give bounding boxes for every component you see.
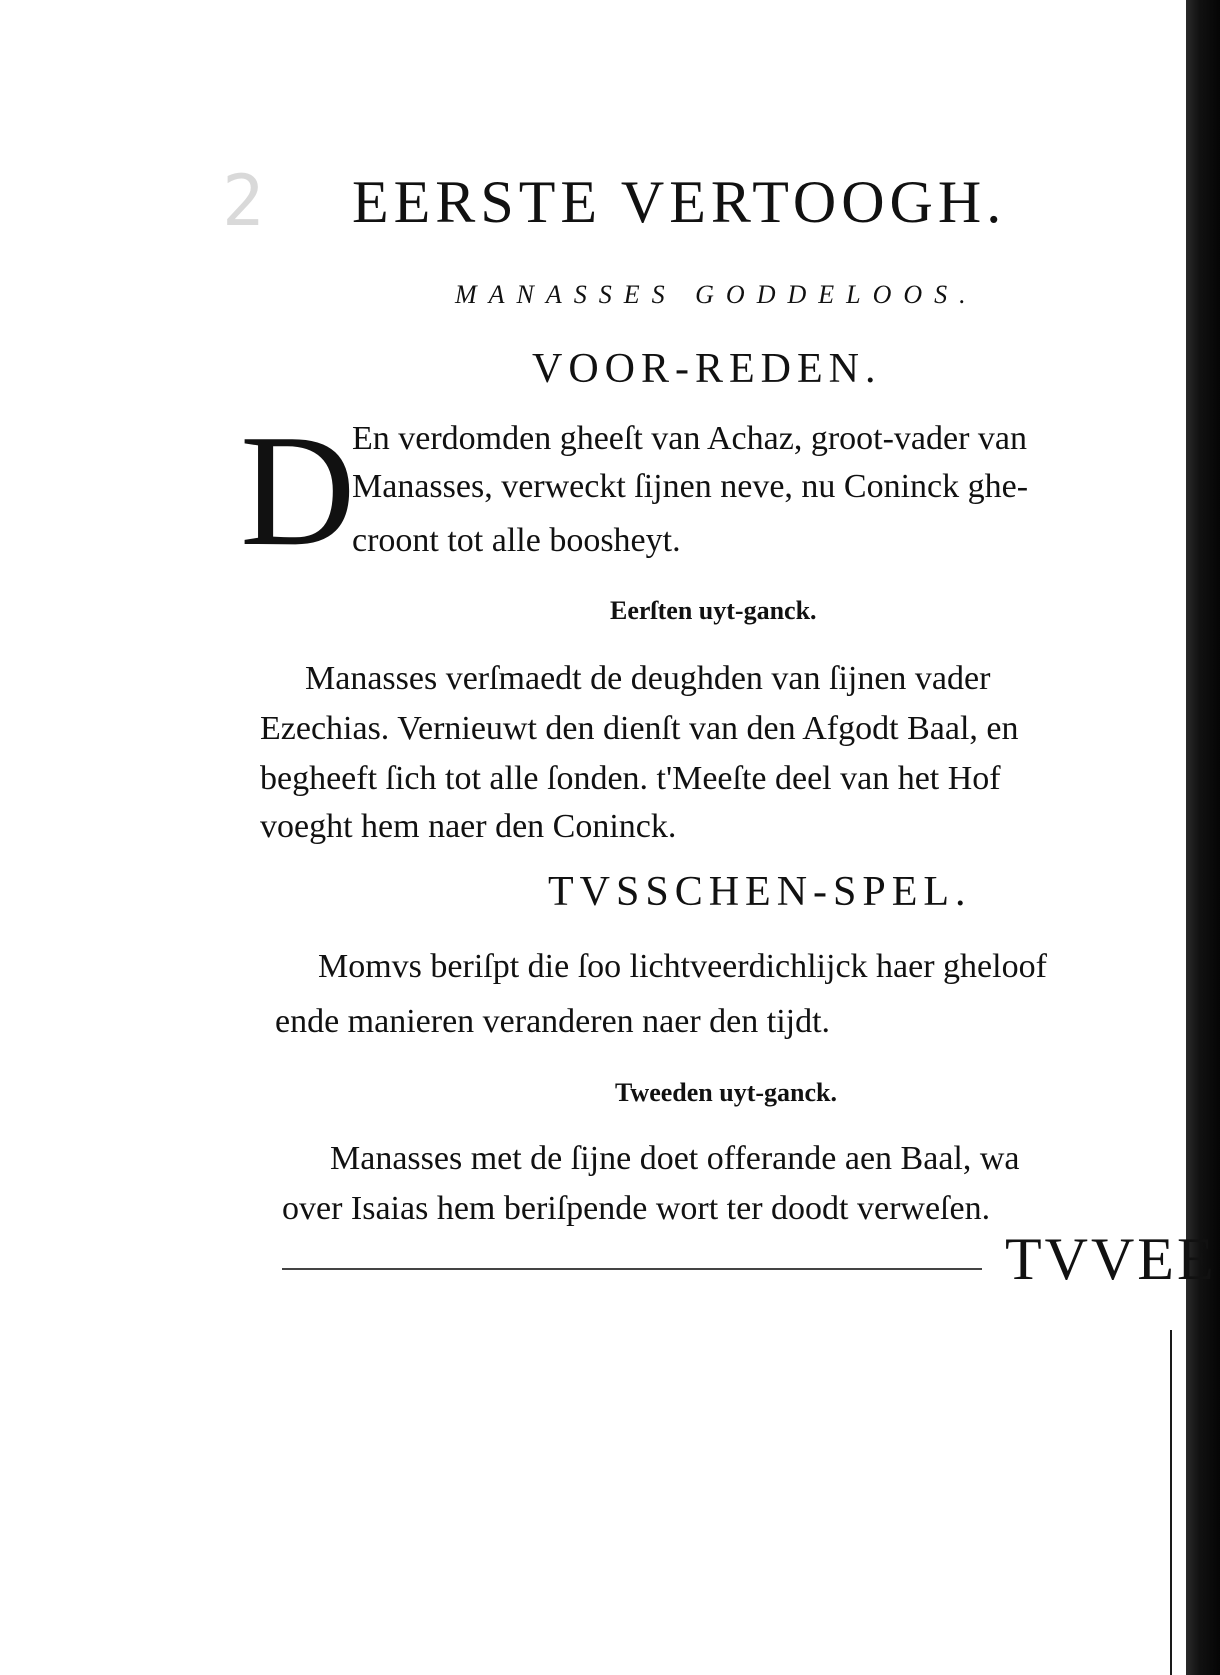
page-subtitle: MANASSES GODDELOOS. [455, 280, 978, 309]
voor-reden-line-3: croont tot alle boosheyt. [352, 522, 681, 559]
tusschen-spel-line-1: Momvs beriſpt die ſoo lichtveerdichlijck haer gheloof [318, 948, 1047, 985]
tweeden-uytganck-heading: Tweeden uyt-ganck. [615, 1078, 837, 1107]
tusschen-spel-heading: TVSSCHEN-SPEL. [548, 869, 972, 915]
catchword: TVVEE [1005, 1226, 1217, 1292]
tusschen-spel-line-2: ende manieren veranderen naer den tijdt. [275, 1003, 831, 1040]
tweeden-uytganck-line-1: Manasses met de ſijne doet offerande aen Baal, wa [330, 1140, 1020, 1177]
bottom-rule [282, 1268, 982, 1270]
eersten-uytganck-line-3: begheeft ſich tot alle ſonden. t'Meeſte deel van het Hof [260, 760, 1001, 797]
eersten-uytganck-heading: Eerſten uyt-ganck. [610, 596, 817, 625]
eersten-uytganck-line-4: voeght hem naer den Coninck. [260, 808, 677, 845]
tweeden-uytganck-line-2: over Isaias hem beriſpende wort ter doodt verweſen. [282, 1190, 991, 1227]
voor-reden-heading: VOOR-REDEN. [532, 346, 882, 392]
drop-cap: D [240, 401, 356, 579]
voor-reden-line-2: Manasses, verweckt ſijnen neve, nu Coninck ghe- [352, 468, 1029, 505]
voor-reden-line-1: En verdomden gheeſt van Achaz, groot-vader van [352, 420, 1028, 457]
page-title: EERSTE VERTOOGH. [352, 169, 1007, 235]
page-edge [1170, 1330, 1186, 1675]
eersten-uytganck-line-2: Ezechias. Vernieuwt den dienſt van den Afgodt Baal, en [260, 710, 1019, 747]
eersten-uytganck-line-1: Manasses verſmaedt de deughden van ſijnen vader [305, 660, 991, 697]
show-through-mark: 2 [222, 160, 265, 242]
book-binding-shadow [1186, 0, 1220, 1675]
